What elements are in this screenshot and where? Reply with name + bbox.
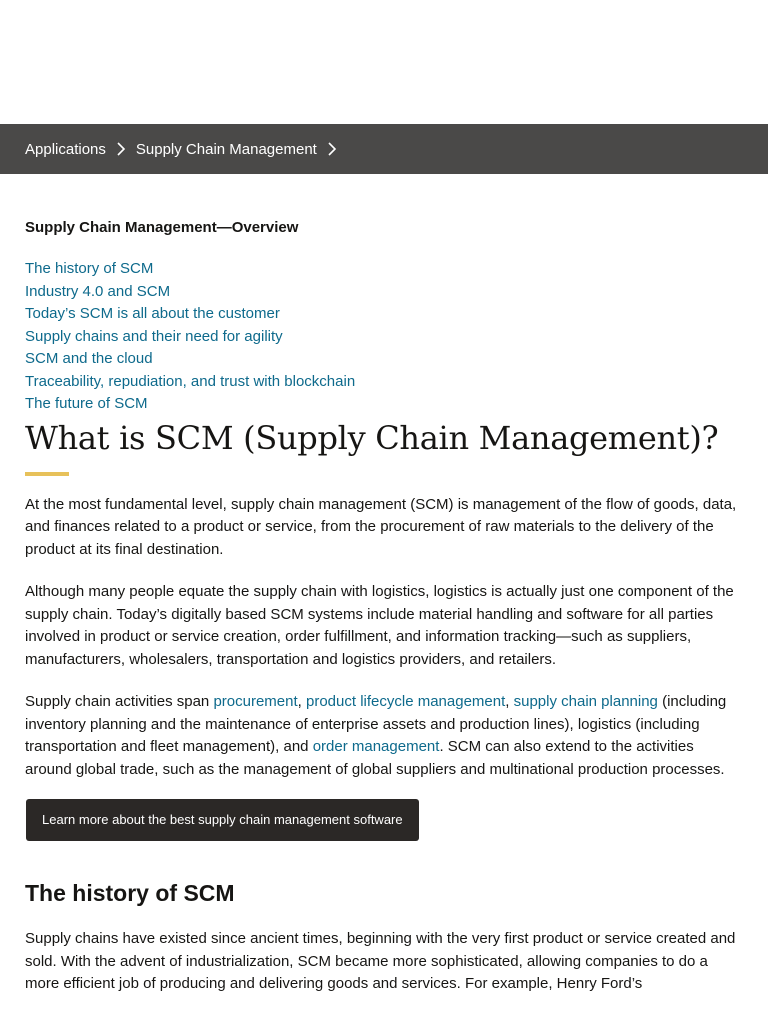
- paragraph-history: Supply chains have existed since ancient times, beginning with the very first product or service created and sold. With the advent of industrialization, SCM became more sophisticated, allowing companies to do a more efficient job of producing and delivering goods and services. For example, Henry Ford’s: [25, 930, 736, 992]
- paragraph-text: ,: [297, 693, 306, 710]
- toc-item: [25, 371, 743, 394]
- toc-item: [25, 393, 743, 416]
- title-accent-rule: [25, 472, 69, 476]
- toc-link-future[interactable]: The future of SCM: [25, 395, 148, 412]
- chevron-right-icon: [327, 142, 337, 156]
- toc-item: [25, 281, 743, 304]
- toc-item: [25, 258, 743, 281]
- toc-item: [25, 303, 743, 326]
- paragraph-text: . SCM can also extend to the activities around global trade, such as the management of global suppliers and multinational production processes.: [25, 738, 725, 778]
- table-of-contents: [25, 258, 743, 416]
- link-order-management[interactable]: order management: [312, 738, 440, 755]
- breadcrumb-supply-chain-management[interactable]: Supply Chain Management: [135, 140, 317, 158]
- paragraph-text: Supply chain activities span: [25, 693, 214, 710]
- toc-link-history[interactable]: The history of SCM: [25, 260, 154, 277]
- breadcrumb: [0, 124, 768, 174]
- toc-item: [25, 326, 743, 349]
- paragraph-logistics: Although many people equate the supply chain with logistics, logistics is actually just one component of the supply chain. Today’s digitally based SCM systems include material handling and software for all parties involved in product or service creation, order fulfillment, and information tracking—such as suppliers, manufacturers, wholesalers, transportation and logistics providers, and retailers.: [25, 583, 734, 668]
- overview-title: Supply Chain Management—Overview: [25, 219, 299, 236]
- page-header-space: [0, 0, 768, 124]
- toc-link-blockchain[interactable]: Traceability, repudiation, and trust with blockchain: [25, 372, 356, 390]
- paragraph-activities: [25, 691, 743, 781]
- main-content: [0, 218, 768, 996]
- toc-link-industry-4[interactable]: Industry 4.0 and SCM: [25, 282, 171, 300]
- link-procurement[interactable]: procurement: [213, 693, 298, 710]
- paragraph-definition: At the most fundamental level, supply chain management (SCM) is management of the flow of goods, data, and finances related to a product or service, from the procurement of raw materials to the delivery of the product at its final destination.: [25, 495, 737, 558]
- toc-link-cloud[interactable]: SCM and the cloud: [25, 350, 153, 367]
- section-title-history: The history of SCM: [25, 880, 235, 906]
- toc-link-customer[interactable]: Today’s SCM is all about the customer: [25, 305, 280, 322]
- chevron-right-icon: [116, 142, 126, 156]
- paragraph-text: (including inventory planning and the maintenance of enterprise assets and production lines), logistics (including transportation and fleet management), and: [25, 693, 727, 755]
- page-title: What is SCM (Supply Chain Management)?: [25, 418, 719, 457]
- link-supply-chain-planning[interactable]: supply chain planning: [513, 693, 658, 710]
- link-product-lifecycle-management[interactable]: product lifecycle management: [306, 693, 506, 710]
- toc-link-agility[interactable]: Supply chains and their need for agility: [25, 327, 283, 345]
- learn-more-button[interactable]: Learn more about the best supply chain management software: [26, 799, 419, 841]
- breadcrumb-applications[interactable]: Applications: [25, 140, 106, 158]
- toc-item: [25, 348, 743, 371]
- paragraph-text: ,: [505, 693, 514, 710]
